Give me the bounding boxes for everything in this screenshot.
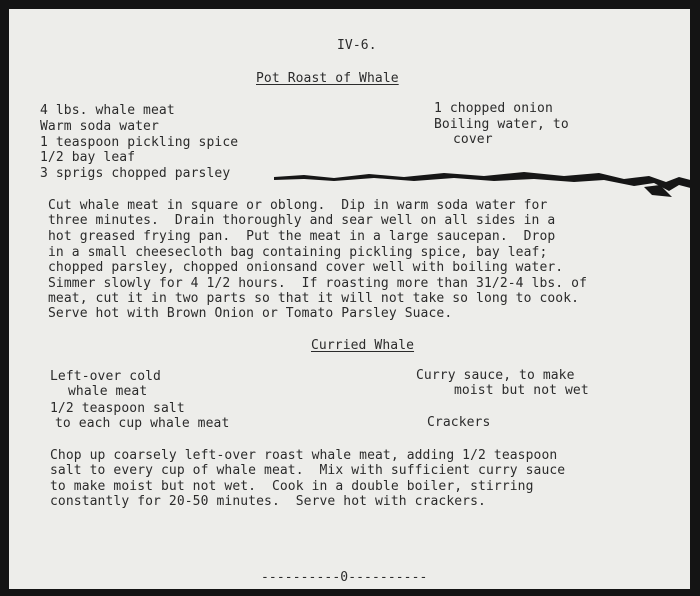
- end-mark: ----------0----------: [261, 570, 428, 585]
- ingredient-line: 1/2 bay leaf: [40, 150, 136, 165]
- ingredient-line: whale meat: [68, 384, 148, 399]
- directions-line: constantly for 20-50 minutes. Serve hot with crackers.: [50, 494, 486, 509]
- directions-line: Simmer slowly for 4 1/2 hours. If roasting more than 31/2-4 lbs. of: [48, 276, 588, 291]
- ingredient-line: moist but not wet: [454, 383, 589, 398]
- directions-line: in a small cheesecloth bag containing pickling spice, bay leaf;: [48, 245, 548, 260]
- page-number: IV-6.: [337, 38, 377, 53]
- directions-line: salt to every cup of whale meat. Mix with sufficient curry sauce: [50, 463, 566, 478]
- directions-line: three minutes. Drain thoroughly and sear well on all sides in a: [48, 213, 556, 228]
- directions-line: to make moist but not wet. Cook in a double boiler, stirring: [50, 479, 534, 494]
- ingredient-line: Warm soda water: [40, 119, 159, 134]
- directions-line: Cut whale meat in square or oblong. Dip in warm soda water for: [48, 198, 548, 213]
- directions-line: Chop up coarsely left-over roast whale meat, adding 1/2 teaspoon: [50, 448, 558, 463]
- torn-paper-edge: [274, 157, 690, 199]
- directions-line: hot greased frying pan. Put the meat in a large saucepan. Drop: [48, 229, 556, 244]
- recipe-title-curried-whale: Curried Whale: [311, 338, 415, 353]
- ingredient-line: 1/2 teaspoon salt: [50, 401, 185, 416]
- ingredient-line: Curry sauce, to make: [416, 368, 575, 383]
- recipe-title-pot-roast: Pot Roast of Whale: [256, 71, 399, 86]
- ingredient-line: to each cup whale meat: [55, 416, 230, 431]
- ingredient-line: 1 chopped onion: [434, 101, 553, 116]
- ingredient-line: Boiling water, to: [434, 117, 569, 132]
- directions-line: meat, cut it in two parts so that it will not take so long to cook.: [48, 291, 580, 306]
- directions-line: chopped parsley, chopped onionsand cover well with boiling water.: [48, 260, 564, 275]
- recipe-page: [9, 9, 690, 589]
- ingredient-line: Crackers: [427, 415, 491, 430]
- ingredient-line: 1 teaspoon pickling spice: [40, 135, 239, 150]
- ingredient-line: Left-over cold: [50, 369, 161, 384]
- ingredient-line: cover: [453, 132, 493, 147]
- ingredient-line: 4 lbs. whale meat: [40, 103, 175, 118]
- directions-line: Serve hot with Brown Onion or Tomato Parsley Suace.: [48, 306, 453, 321]
- ingredient-line: 3 sprigs chopped parsley: [40, 166, 231, 181]
